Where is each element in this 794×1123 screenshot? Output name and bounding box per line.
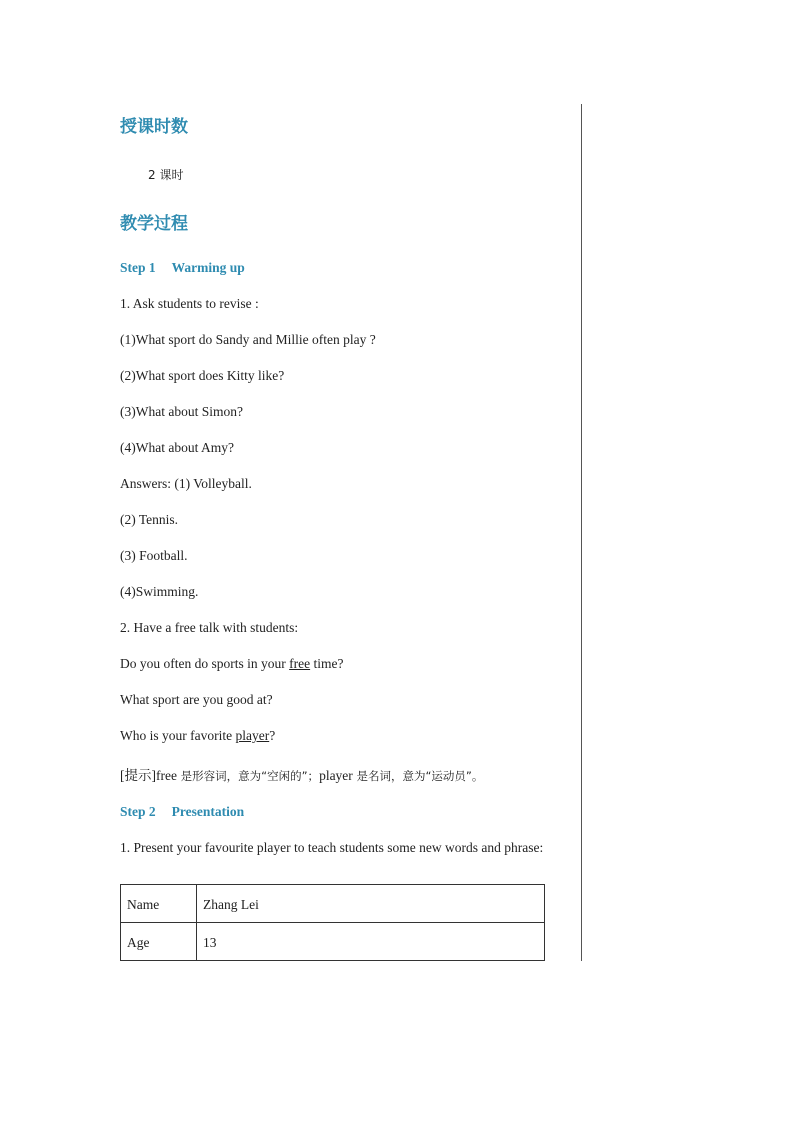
tip-explain-2: 是名词，意为“运动员”。 [352, 769, 484, 783]
section-title-hours: 授课时数 [120, 117, 188, 137]
question-2: (2)What sport does Kitty like? [120, 368, 285, 383]
answer-4: (4)Swimming. [120, 584, 199, 599]
table-row [121, 885, 545, 923]
step2-heading [120, 804, 570, 820]
talk-question-2: What sport are you good at? [120, 692, 273, 707]
step2-label: Step 2 [120, 804, 156, 819]
underlined-word-player: player [235, 728, 270, 743]
tip-explain-1: 是形容词，意为“空闲的”； [176, 769, 320, 783]
talk-question-1 [120, 656, 570, 672]
tip-note [120, 764, 570, 784]
step2-intro: 1. Present your favourite player to teach students some new words and phrase: [120, 840, 544, 855]
section-title-process: 教学过程 [120, 214, 188, 234]
question-4: (4)What about Amy? [120, 440, 234, 455]
talk-q3-end: ? [269, 728, 276, 743]
answer-2: (2) Tennis. [120, 512, 179, 527]
tip-word-free: free [156, 768, 177, 783]
talk-intro: 2. Have a free talk with students: [120, 620, 299, 635]
table-value-age: 13 [197, 923, 545, 961]
talk-q1-end: time? [310, 656, 344, 671]
hours-value: 2 课时 [148, 168, 184, 182]
player-info-table [120, 884, 545, 961]
step1-title: Warming up [171, 260, 245, 275]
table-key-age: Age [121, 923, 197, 961]
answer-3: (3) Football. [120, 548, 188, 563]
lesson-content [120, 112, 570, 856]
table-row [121, 923, 545, 961]
underlined-word-free: free [289, 656, 311, 671]
step2-title: Presentation [171, 804, 245, 819]
talk-question-3 [120, 728, 570, 744]
step1-label: Step 1 [120, 260, 156, 275]
talk-q1-text: Do you often do sports in your [120, 656, 290, 671]
table-key-name: Name [121, 885, 197, 923]
answer-1: Answers: (1) Volleyball. [120, 476, 252, 491]
margin-rule [581, 104, 582, 961]
tip-word-player: player [319, 768, 353, 783]
question-1: (1)What sport do Sandy and Millie often play ? [120, 332, 376, 347]
tip-label: [提示] [120, 768, 156, 783]
step1-heading [120, 260, 570, 276]
table-value-name: Zhang Lei [197, 885, 545, 923]
question-3: (3)What about Simon? [120, 404, 243, 419]
talk-q3-text: Who is your favorite [120, 728, 236, 743]
step1-intro: 1. Ask students to revise : [120, 296, 259, 311]
